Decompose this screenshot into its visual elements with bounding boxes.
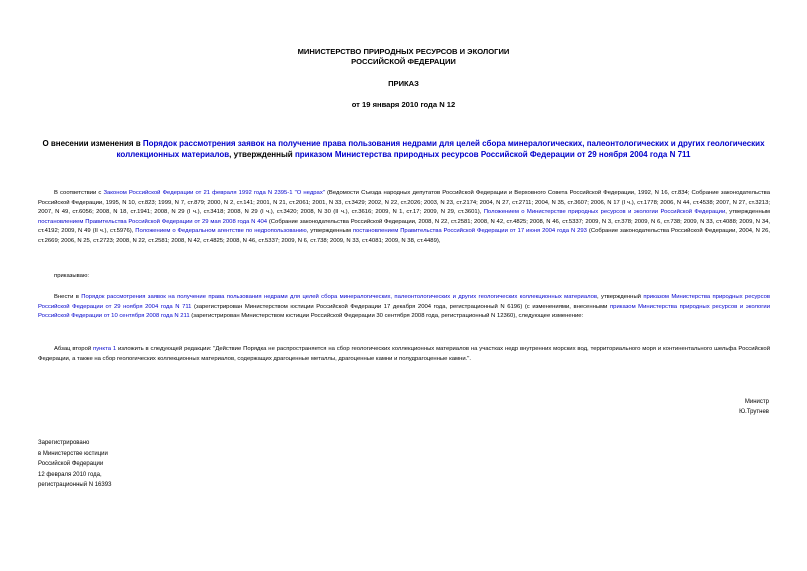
preamble-text-4: (Собрание законодательства Российской Федерации, 2008, N 22, ст.2581; 2008, N 42, ст.4825; 2008, N 46, ст.5337; 2009, N 3, ст.378; 2009, N 6, ст.738; 2009, N 33, ст.4088; 2009, N 34, ст.4192; 2009, N 49 (II ч.), ст.5976), — [38, 218, 771, 235]
ministry-regulation-link[interactable]: Положением о Министерстве природных ресурсов и экологии Российской Федерации — [483, 209, 726, 216]
new-wording-text-1: Абзац второй — [54, 346, 94, 352]
ministry-name-line2: РОССИЙСКОЙ ФЕДЕРАЦИИ — [351, 57, 456, 66]
new-wording-text-2: изложить в следующей редакции: "Действие Порядка не распространяется на сбор геологических коллекционных материалов на участках недр внутренних морских вод, территориального моря и континентального шельфа Российской Федерации, а также на сбор геологических коллекционных материалов, содержащих драгоценные металлы, драгоценные камни и полудрагоценные камни.". — [38, 346, 770, 362]
document-date: от 19 января 2010 года N 12 — [351, 100, 456, 109]
registration-number: регистрационный N 16393 — [38, 482, 112, 488]
preamble-text-5: , утвержденным — [306, 228, 353, 235]
procedure-link[interactable]: Порядок рассмотрения заявок на получение права пользования недрами для целей сбора минералогических, палеонтологических и других геологических коллекционных материалов — [81, 294, 598, 300]
document-title — [40, 138, 767, 160]
ministry-name-line1: МИНИСТЕРСТВО ПРИРОДНЫХ РЕСУРСОВ И ЭКОЛОГИИ — [297, 47, 510, 56]
title-order-link[interactable]: приказом Министерства природных ресурсов Российской Федерации от 29 ноября 2004 года N 711 — [294, 150, 691, 159]
title-prefix: О внесении изменения в — [42, 139, 143, 148]
amendment-paragraph — [38, 293, 770, 322]
agency-regulation-link[interactable]: Положением о Федеральном агентстве по недропользованию — [135, 228, 307, 235]
preamble-paragraph — [38, 189, 770, 247]
amendment-text-1: Внести в — [54, 294, 82, 300]
clause-1-link[interactable]: пункта 1 — [93, 346, 117, 352]
amendment-text-2: , утвержденный — [597, 294, 644, 300]
title-procedure-link[interactable]: Порядок рассмотрения заявок на получение права пользования недрами для целей сбора минералогических, палеонтологических и других геологических коллекционных материалов — [116, 139, 765, 159]
registration-line-2: в Министерстве юстиции — [38, 450, 108, 457]
amendment-text-4: (зарегистрирован Министерством юстиции Российской Федерации 30 сентября 2008 года, регистрационный N 12360), следующее изменение: — [189, 313, 584, 320]
document-type: ПРИКАЗ — [388, 79, 419, 88]
signature-position: Министр — [744, 399, 769, 405]
amendment-text-3: (зарегистрирован Министерством юстиции Российской Федерации 17 декабря 2004 года, регистрационный N 6196) (с изменениями, внесенными — [191, 303, 610, 310]
order-711-link[interactable]: приказом Министерства природных ресурсов Российской Федерации от 29 ноября 2004 года N 711 — [38, 294, 770, 310]
preamble-text-3: , утвержденным — [725, 209, 770, 216]
new-wording-paragraph — [38, 345, 770, 364]
preamble-text-2: (Ведомости Съезда народных депутатов Российской Федерации и Верховного Совета Российской Федерации, 1992, N 16, ст.834; Собрание законодательства Российской Федерации, 1995, N 10, ст.823; 1999, N 7, ст.879; 2000, N 2, ст.141; 2001, N 21, ст.2061; 2001, N 33, ст.3429; 2002, N 22, ст.2026; 2003, N 23, ст.2174; 2004, N 27, ст.2711; 2004, N 35, ст.3607; 2006, N 17 (I ч.), ст.1778; 2006, N 44, ст.4538; 2007, N 27, ст.3213; 2007, N 49, ст.6056; 2008, N 18, ст.1941; 2008, N 29 (I ч.), ст.3418; 2008, N 29 (I ч.), ст.3420; 2008, N 30 (II ч.), ст.3616; 2009, N 1, ст.17; 2009, N 29, ст.3601), — [38, 190, 770, 216]
order-211-link[interactable]: приказом Министерства природных ресурсов и экологии Российской Федерации от 10 сентября 2008 года N 211 — [38, 303, 771, 320]
title-middle: , утвержденный — [229, 150, 295, 159]
registration-line-1: Зарегистрировано — [38, 440, 90, 446]
government-decree-293-link[interactable]: постановлением Правительства Российской Федерации от 17 июня 2004 года N 293 — [352, 228, 587, 235]
registration-line-3: Российской Федерации — [38, 461, 104, 467]
signature-name: Ю.Трутнев — [739, 409, 769, 415]
orders-line: приказываю: — [54, 273, 90, 279]
preamble-text-6: (Собрание законодательства Российской Федерации, 2004, N 26, ст.2669; 2006, N 25, ст.2723; 2008, N 22, ст.2581; 2008, N 42, ст.4825; 2008, N 46, ст.5337; 2009, N 6, ст.738; 2009, N 33, ст.4081; 2009, N 38, ст.4489), — [38, 228, 770, 244]
government-decree-404-link[interactable]: постановлением Правительства Российской Федерации от 29 мая 2008 года N 404 — [38, 218, 268, 225]
preamble-text-1: В соответствии с — [54, 190, 104, 196]
law-on-subsoil-link[interactable]: Законом Российской Федерации от 21 февраля 1992 года N 2395-1 "О недрах" — [103, 190, 325, 196]
registration-date: 12 февраля 2010 года, — [38, 471, 102, 478]
